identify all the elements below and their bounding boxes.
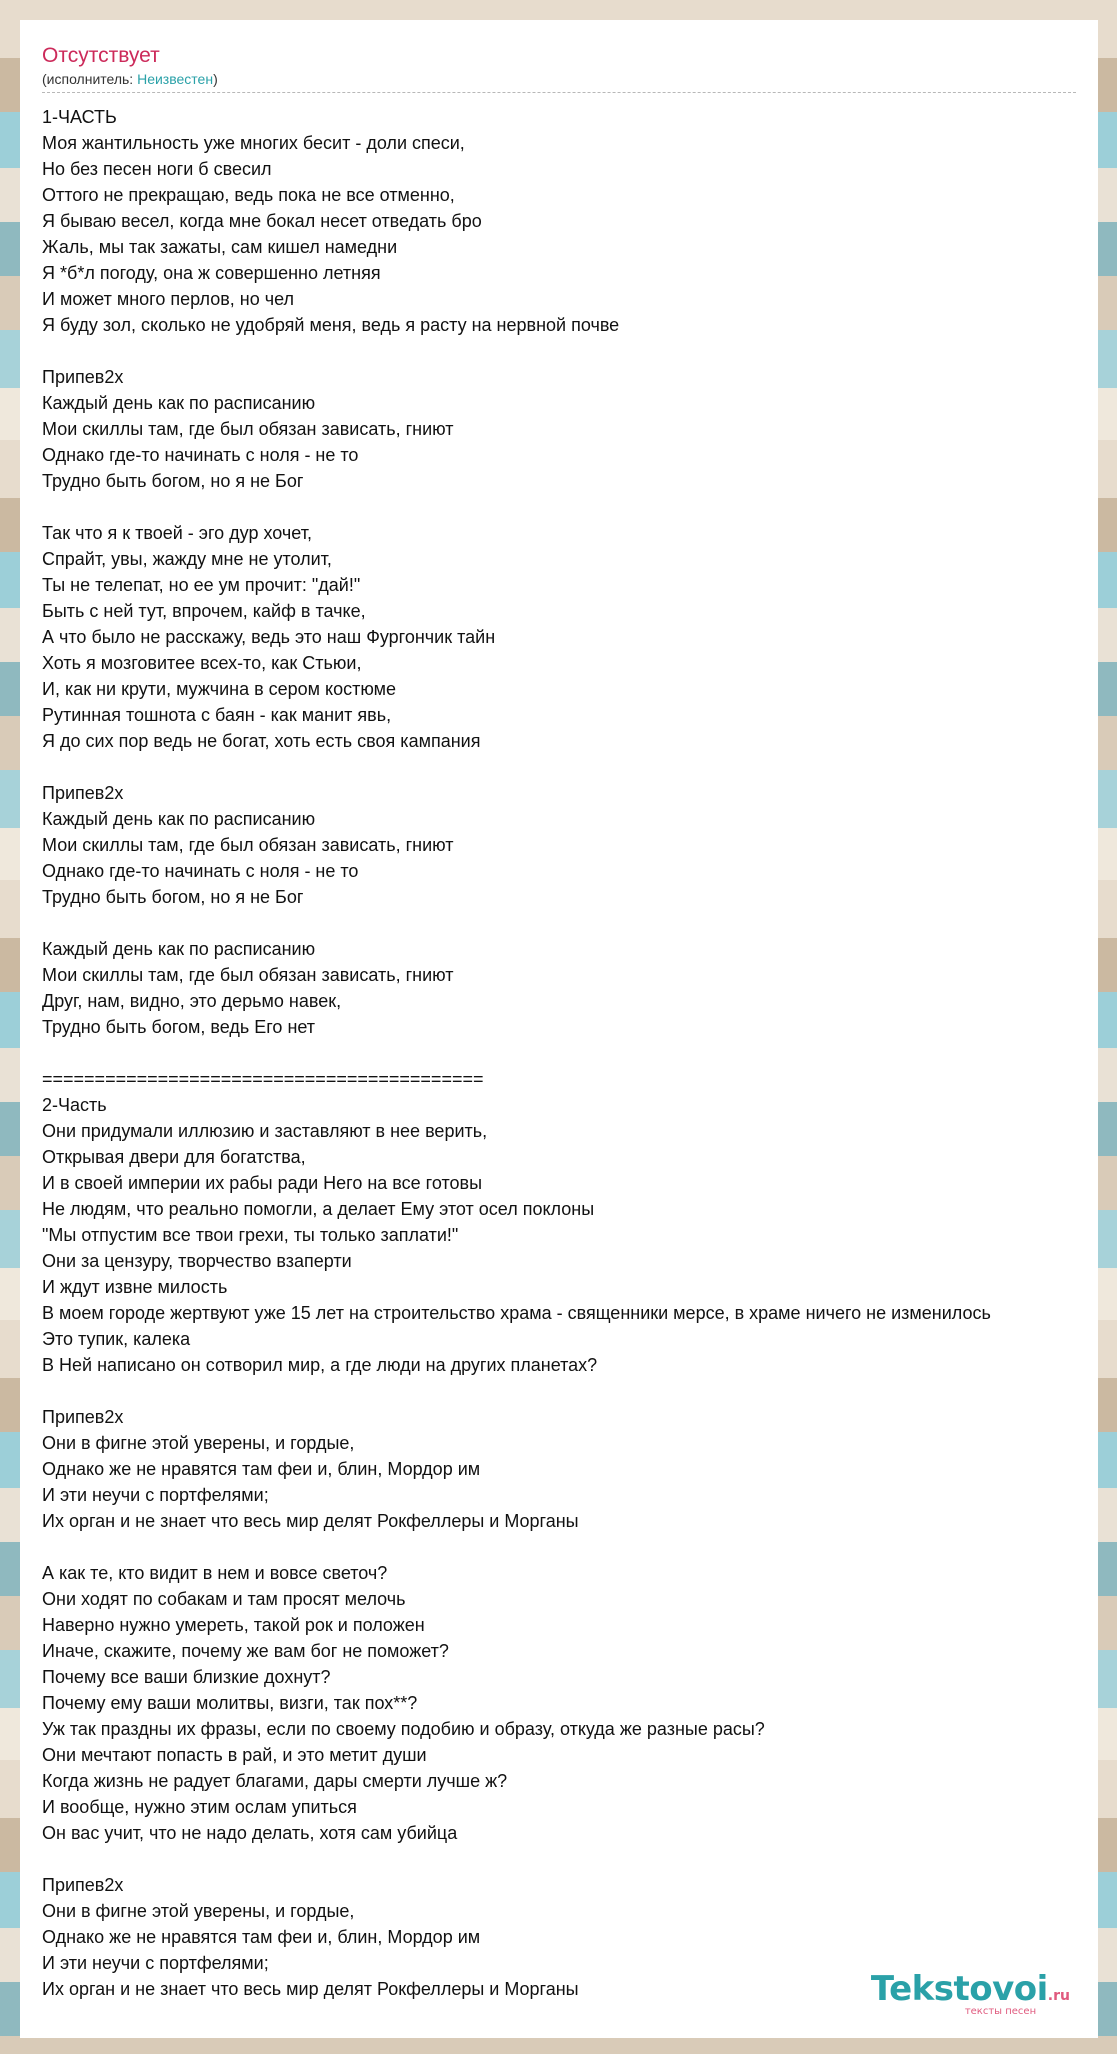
song-title: Отсутствует xyxy=(42,44,160,67)
site-logo[interactable] xyxy=(870,1969,1070,2018)
artist-suffix: ) xyxy=(213,71,218,87)
lyrics-text: 1-ЧАСТЬ Моя жантильность уже многих бесит - доли спеси, Но без песен ноги б свесил Оттого не прекращаю, ведь пока не все отменно, Я бываю весел, когда мне бокал несет отведать бро Жаль, мы так зажаты, сам кишел намедни Я *б*л погоду, она ж совершенно летняя И может много перлов, но чел Я буду зол, сколько не удобряй меня, ведь я расту на нервной почве Припев2х Каждый день как по расписанию Мои скиллы там, где был обязан зависать, гниют Однако где-то начинать с ноля - не то Трудно быть богом, но я не Бог Так что я к твоей - эго дур хочет, Спрайт, увы, жажду мне не утолит, Ты не телепат, но ее ум прочит: "дай!" Быть с ней тут, впрочем, кайф в тачке, А что было не расскажу, ведь это наш Фургончик тайн Хоть я мозговитее всех-то, как Стьюи, И, как ни крути, мужчина в сером костюме Рутинная тошнота с баян - как манит явь, Я до сих пор ведь не богат, хоть есть своя кампания Припев2х Каждый день как по расписанию Мои скиллы там, где был обязан зависать, гниют Однако где-то начинать с ноля - не то Трудно быть богом, но я не Бог Каждый день как по расписанию Мои скиллы там, где был обязан зависать, гниют Друг, нам, видно, это дерьмо навек, Трудно быть богом, ведь Его нет ========================================== 2-Часть Они придумали иллюзию и заставляют в нее верить, Открывая двери для богатства, И в своей империи их рабы ради Него на все готовы Не людям, что реально помогли, а делает Ему этот осел поклоны "Мы отпустим все твои грехи, ты только заплати!" Они за цензуру, творчество взаперти И ждут извне милость В моем городе жертвуют уже 15 лет на строительство храма - священники мерсе, в храме ничего не изменилось Это тупик, калека В Ней написано он сотворил мир, а где люди на других планетах? Припев2х Они в фигне этой уверены, и гордые, Однако же не нравятся там феи и, блин, Мордор им И эти неучи с портфелями; Их орган и не знает что весь мир делят Рокфеллеры и Морганы А как те, кто видит в нем и вовсе светоч? Они ходят по собакам и там просят мелочь Наверно нужно умереть, такой рок и положен Иначе, скажите, почему же вам бог не поможет? Почему все ваши близкие дохнут? Почему ему ваши молитвы, визги, так пох**? Уж так праздны их фразы, если по своему подобию и образу, откуда же разные расы? Они мечтают попасть в рай, и это метит души Когда жизнь не радует благами, дары смерти лучше ж? И вообще, нужно этим ослам упиться Он вас учит, что не надо делать, хотя сам убийца Припев2х Они в фигне этой уверены, и гордые, Однако же не нравятся там феи и, блин, Мордор им И эти неучи с портфелями; Их орган и не знает что весь мир делят Рокфеллеры и Морганы xyxy=(42,107,991,1999)
logo-suffix-text: .ru xyxy=(1047,1988,1070,2004)
logo-main-text: Tekstovoi xyxy=(870,1969,1048,2009)
artist-line xyxy=(42,70,1076,93)
logo-tagline: тексты песен xyxy=(964,2006,1037,2017)
artist-link[interactable]: Неизвестен xyxy=(137,71,214,87)
lyrics-panel xyxy=(20,20,1098,2038)
artist-prefix: (исполнитель: xyxy=(42,71,138,87)
